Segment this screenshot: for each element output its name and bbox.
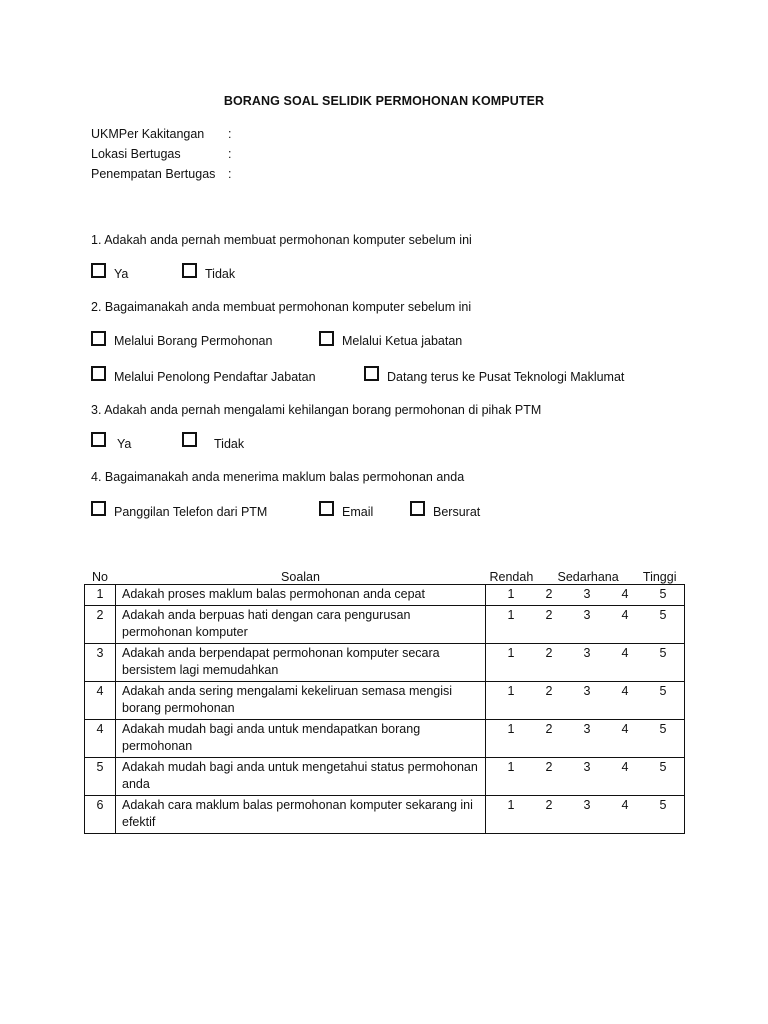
info-sep-placement: : [228,167,232,181]
question-2: 2. Bagaimanakah anda membuat permohonan komputer sebelum ini [91,300,472,314]
option-q2-ptm: Datang terus ke Pusat Teknologi Maklumat [387,370,625,384]
row-rating-scale [486,720,685,758]
rating-option-3[interactable]: 3 [583,798,591,812]
rating-option-4[interactable]: 4 [621,587,629,601]
row-question: Adakah mudah bagi anda untuk mendapatkan borang permohonan [116,720,486,758]
rating-option-3[interactable]: 3 [583,722,591,736]
option-q1-tidak: Tidak [205,267,236,281]
rating-option-4[interactable]: 4 [621,760,629,774]
rating-option-2[interactable]: 2 [545,587,553,601]
checkbox-q4-email[interactable] [319,501,334,516]
row-number: 5 [85,758,116,796]
row-number: 1 [85,585,116,606]
rating-option-2[interactable]: 2 [545,684,553,698]
option-q3-ya: Ya [117,437,132,451]
row-number: 3 [85,644,116,682]
row-number: 4 [85,720,116,758]
row-rating-scale [486,644,685,682]
checkbox-q2-ketua[interactable] [319,331,334,346]
row-rating-scale [486,758,685,796]
rating-option-1[interactable]: 1 [507,760,515,774]
rating-option-3[interactable]: 3 [583,760,591,774]
option-q4-telefon: Panggilan Telefon dari PTM [114,505,268,519]
row-question: Adakah anda berpendapat permohonan komputer secara bersistem lagi memudahkan [116,644,486,682]
survey-table [84,568,685,834]
rating-option-2[interactable]: 2 [545,646,553,660]
rating-option-5[interactable]: 5 [659,798,667,812]
checkbox-q4-bersurat[interactable] [410,501,425,516]
checkbox-q1-ya[interactable] [91,263,106,278]
form-title: BORANG SOAL SELIDIK PERMOHONAN KOMPUTER [223,94,545,108]
rating-option-5[interactable]: 5 [659,722,667,736]
rating-option-3[interactable]: 3 [583,608,591,622]
rating-option-3[interactable]: 3 [583,646,591,660]
row-number: 4 [85,682,116,720]
rating-option-1[interactable]: 1 [507,587,515,601]
checkbox-q2-borang[interactable] [91,331,106,346]
rating-option-5[interactable]: 5 [659,608,667,622]
header-high: Tinggi [642,570,677,584]
table-header-row [85,568,685,585]
rating-option-3[interactable]: 3 [583,684,591,698]
row-number: 2 [85,606,116,644]
row-rating-scale [486,606,685,644]
option-q2-borang: Melalui Borang Permohonan [114,334,273,348]
table-row [85,585,685,606]
table-row [85,644,685,682]
checkbox-q3-ya[interactable] [91,432,106,447]
question-4: 4. Bagaimanakah anda menerima maklum balas permohonan anda [91,470,465,484]
option-q2-ketua: Melalui Ketua jabatan [342,334,463,348]
rating-option-2[interactable]: 2 [545,798,553,812]
header-low: Rendah [489,570,534,584]
option-q2-penolong: Melalui Penolong Pendaftar Jabatan [114,370,316,384]
row-number: 6 [85,796,116,834]
row-rating-scale [486,585,685,606]
checkbox-q4-telefon[interactable] [91,501,106,516]
checkbox-q2-penolong[interactable] [91,366,106,381]
rating-option-3[interactable]: 3 [583,587,591,601]
table-row [85,720,685,758]
header-mid: Sedarhana [557,570,619,584]
rating-option-1[interactable]: 1 [507,646,515,660]
rating-option-5[interactable]: 5 [659,646,667,660]
rating-option-5[interactable]: 5 [659,587,667,601]
option-q4-bersurat: Bersurat [433,505,481,519]
checkbox-q3-tidak[interactable] [182,432,197,447]
info-label-staff: UKMPer Kakitangan [91,127,205,141]
rating-option-4[interactable]: 4 [621,722,629,736]
rating-option-2[interactable]: 2 [545,608,553,622]
rating-option-2[interactable]: 2 [545,760,553,774]
rating-option-1[interactable]: 1 [507,798,515,812]
checkbox-q1-tidak[interactable] [182,263,197,278]
question-1: 1. Adakah anda pernah membuat permohonan komputer sebelum ini [91,233,472,247]
row-question: Adakah proses maklum balas permohonan anda cepat [116,585,486,606]
rating-option-1[interactable]: 1 [507,722,515,736]
row-question: Adakah anda berpuas hati dengan cara pengurusan permohonan komputer [116,606,486,644]
info-label-location: Lokasi Bertugas [91,147,181,161]
row-question: Adakah mudah bagi anda untuk mengetahui status permohonan anda [116,758,486,796]
row-rating-scale [486,796,685,834]
row-rating-scale [486,682,685,720]
table-row [85,606,685,644]
rating-option-4[interactable]: 4 [621,646,629,660]
info-sep-staff: : [228,127,232,141]
row-question: Adakah cara maklum balas permohonan komputer sekarang ini efektif [116,796,486,834]
rating-option-1[interactable]: 1 [507,608,515,622]
rating-option-5[interactable]: 5 [659,760,667,774]
rating-option-4[interactable]: 4 [621,684,629,698]
table-row [85,682,685,720]
option-q4-email: Email [342,505,374,519]
header-question: Soalan [281,570,320,584]
checkbox-q2-ptm[interactable] [364,366,379,381]
option-q1-ya: Ya [114,267,129,281]
header-no: No [92,570,108,584]
info-label-placement: Penempatan Bertugas [91,167,216,181]
rating-option-5[interactable]: 5 [659,684,667,698]
table-row [85,796,685,834]
table-row [85,758,685,796]
header-rating [486,568,685,585]
rating-option-4[interactable]: 4 [621,608,629,622]
rating-option-2[interactable]: 2 [545,722,553,736]
info-sep-location: : [228,147,232,161]
option-q3-tidak: Tidak [214,437,245,451]
rating-option-4[interactable]: 4 [621,798,629,812]
rating-option-1[interactable]: 1 [507,684,515,698]
question-3: 3. Adakah anda pernah mengalami kehilangan borang permohonan di pihak PTM [91,403,542,417]
row-question: Adakah anda sering mengalami kekeliruan semasa mengisi borang permohonan [116,682,486,720]
